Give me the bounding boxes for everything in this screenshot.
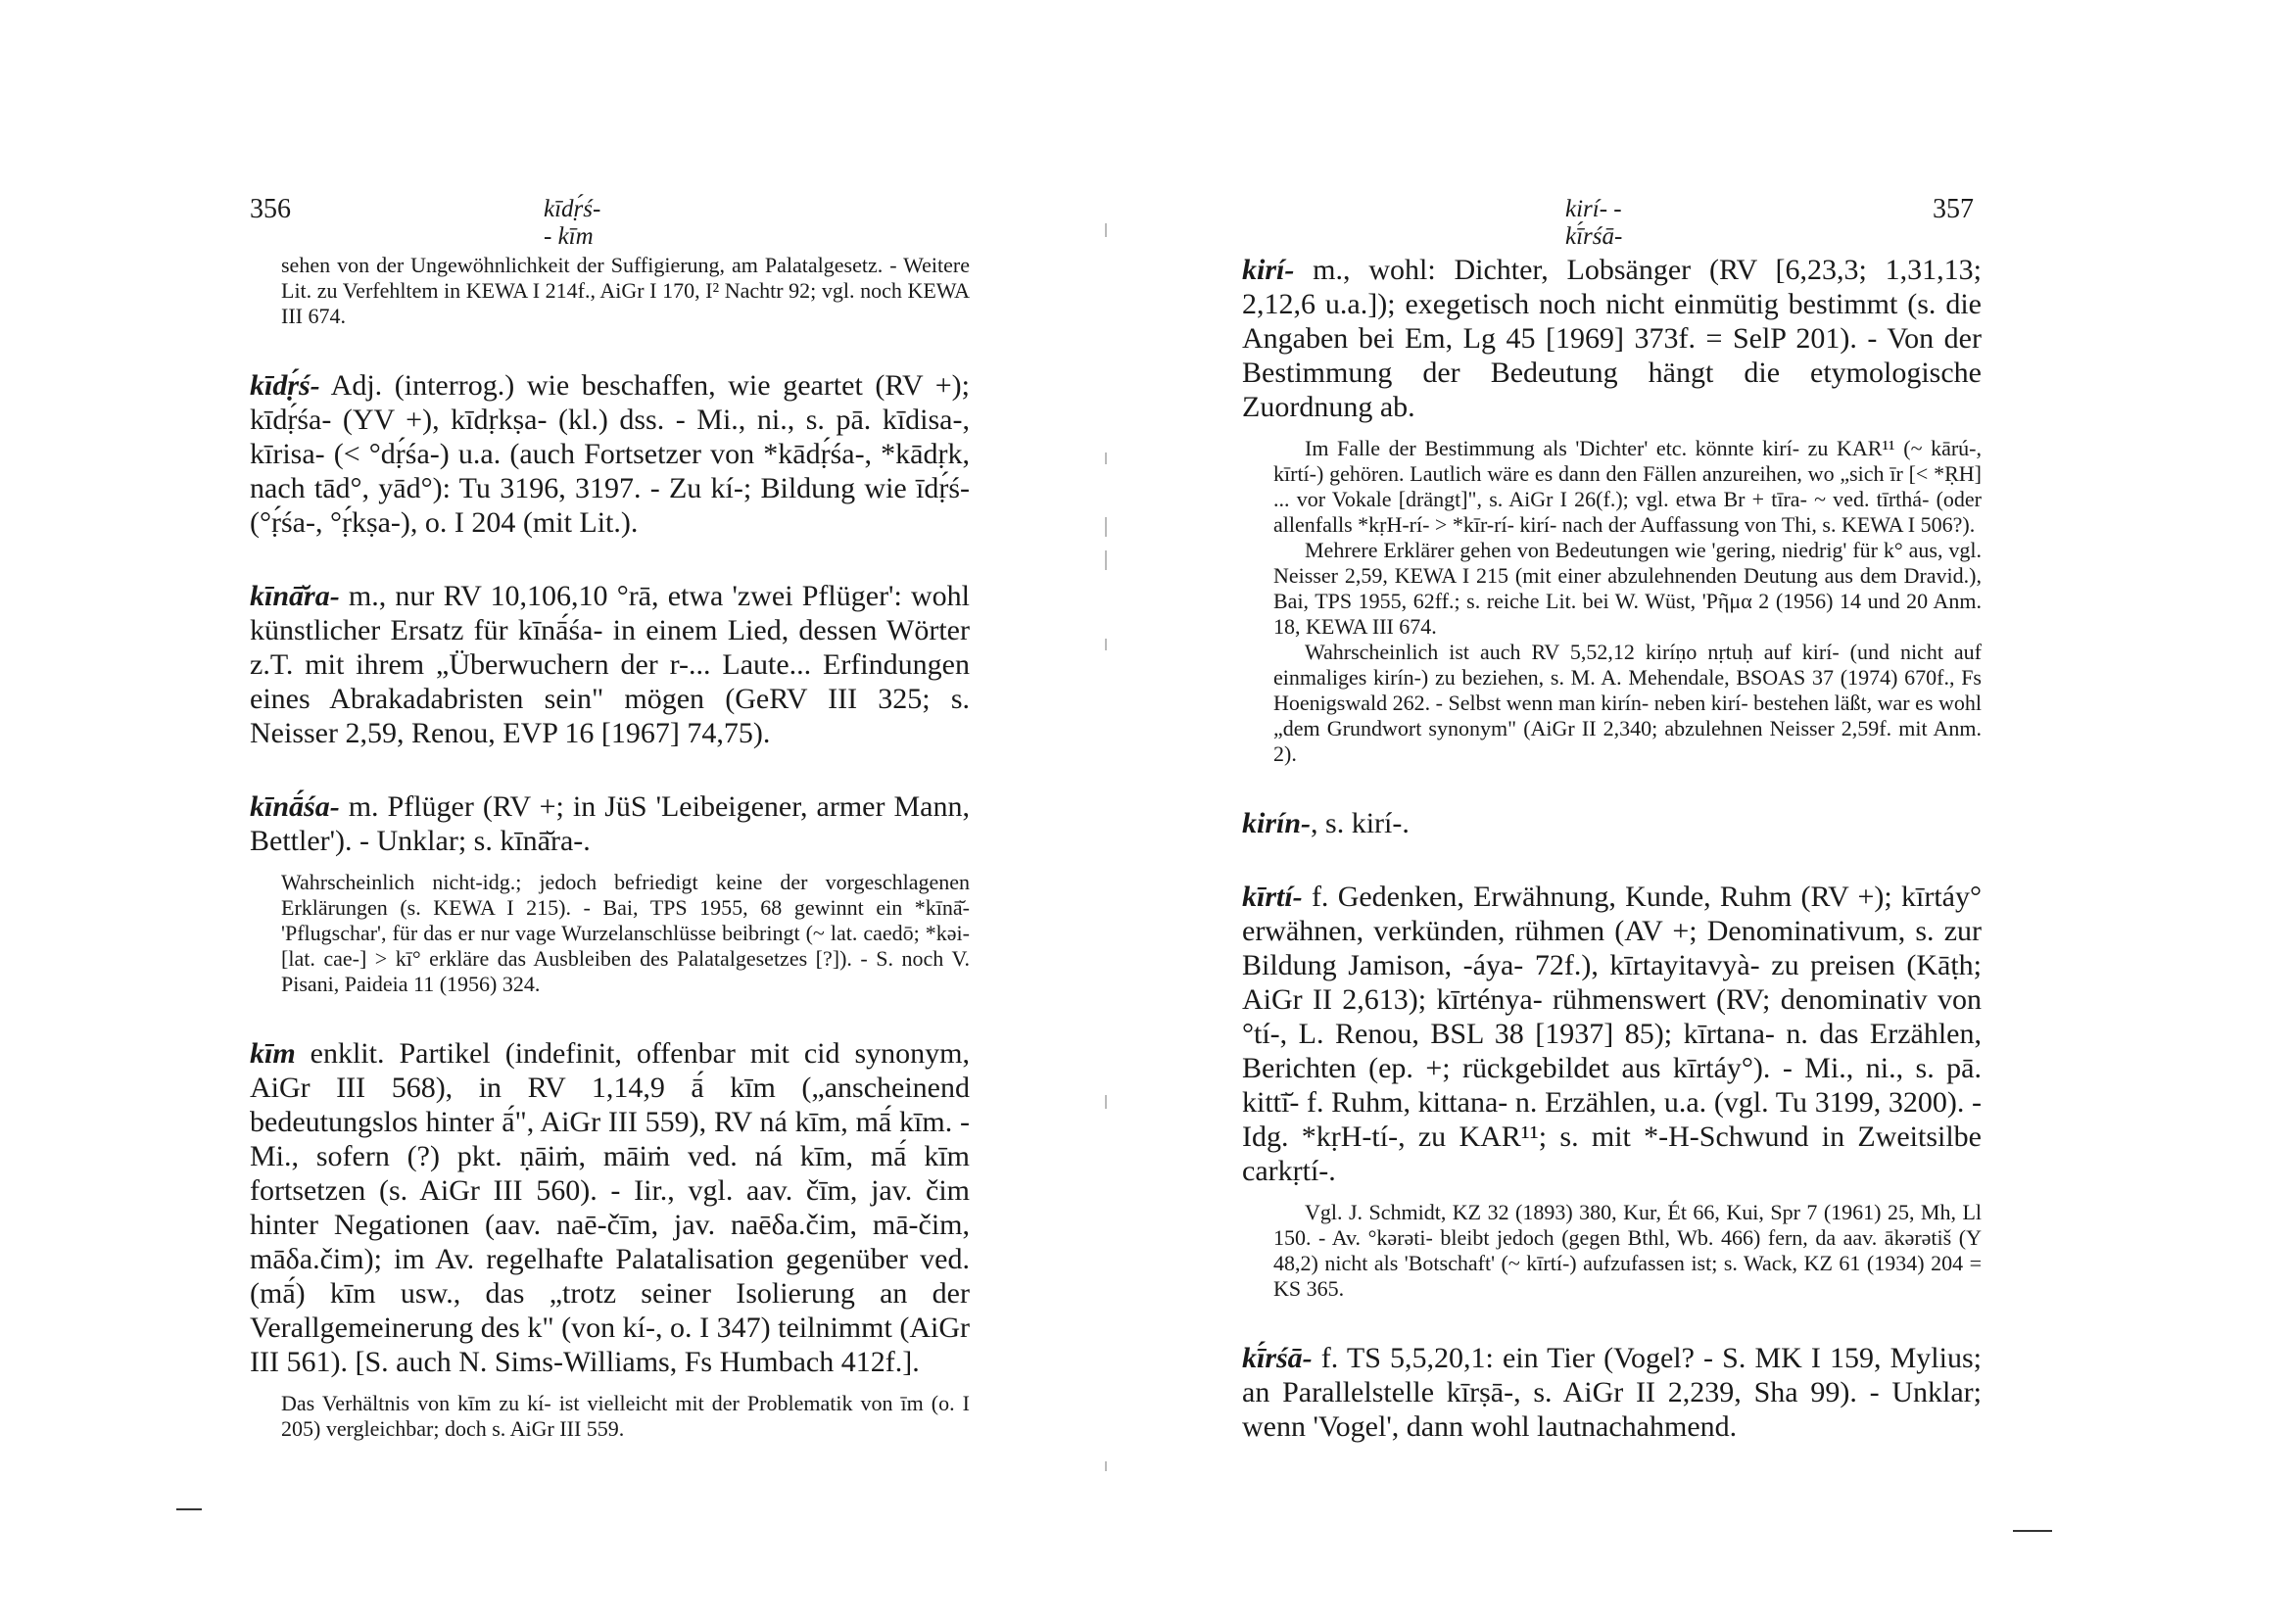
gutter	[1105, 0, 1108, 1622]
page-corner-mark	[176, 1508, 202, 1510]
entry-text: m., wohl: Dichter, Lobsänger (RV [6,23,3; 1,31,13; 2,12,6 u.a.]); exegetisch noch nicht einmütig bestimmt (s. die Angaben bei Em, Lg 45 [1969] 373f. = SelP 201). - Von der Bestimmung der Bedeutung hängt die etymologische Zuordnung ab.	[1242, 254, 1982, 423]
entry-lemma: kirín-	[1242, 807, 1312, 839]
entry-lemma: kīdṛ́ś-	[250, 369, 320, 402]
running-head: kirí- - kī́rśā-	[1565, 196, 1623, 250]
left-body	[250, 253, 970, 1442]
dictionary-entry	[1242, 1341, 1982, 1444]
dictionary-entry	[250, 789, 970, 858]
page-number: 357	[1933, 194, 1974, 224]
entry-lemma: kīm	[250, 1037, 296, 1070]
entry-lemma: kīrtí-	[1242, 881, 1303, 913]
entry-text: enklit. Partikel (indefinit, offenbar mit cid synonym, AiGr III 568), in RV 1,14,9 ā́ kīm („anscheinend bedeutungslos hinter ā́", AiGr III 559), RV ná kīm, mā́ kīm. - Mi., sofern (?) pkt. ṇāiṁ, māiṁ ved. ná kīm, mā́ kīm fortsetzen (s. AiGr III 560). - Iir., vgl. aav. čīm, jav. čim hinter Negationen (aav. naē-čīm, jav. naēδa.čim, mā-čim, māδa.čim); im Av. regelhafte Palatalisation gegenüber ved. (mā́) kīm usw., das „trotz seiner Isolierung an der Verallgemeinerung des k" (von kí-, o. I 347) teilnimmt (AiGr III 561). [S. auch N. Sims-Williams, Fs Humbach 412f.].	[250, 1037, 970, 1378]
page-number: 356	[250, 194, 291, 224]
entry-note: Wahrscheinlich nicht-idg.; jedoch befriedigt keine der vorgeschlagenen Erklärungen (s. KEWA I 215). - Bai, TPS 1955, 68 gewinnt ein *kīnā̆- 'Pflugschar', für das er nur vage Wurzelanschlüsse beibringt (~ lat. caedō; *kəi- [lat. cae-] > kī° erkläre das Ausbleiben des Palatalgesetzes [?]). - S. noch V. Pisani, Paideia 11 (1956) 324.	[281, 870, 970, 996]
entry-text: m., nur RV 10,106,10 °rā, etwa 'zwei Pflüger': wohl künstlicher Ersatz für kīnā́śa- in einem Lied, dessen Wörter z.T. mit ihrem „Überwuchern der r-... Laute... Erfindungen eines Abrakadabristen sein" mögen (GeRV III 325; s. Neisser 2,59, Renou, EVP 16 [1967] 74,75).	[250, 580, 970, 749]
entry-lemma: kīnā̆ra-	[250, 580, 340, 612]
dictionary-entry	[1242, 880, 1982, 1188]
dictionary-entry	[250, 579, 970, 750]
entry-lemma: kīnā́śa-	[250, 790, 340, 823]
right-body	[1242, 253, 1982, 1444]
dictionary-entry	[1242, 253, 1982, 424]
entry-note: Im Falle der Bestimmung als 'Dichter' etc. könnte kirí- zu KAR¹¹ (~ kārú-, kīrtí-) gehören. Lautlich wäre es dann den Fällen anzureihen, wo „sich īr [< *ṚH] ... vor Vokale [drängt]", s. AiGr I 26(f.); vgl. etwa Br + tīra- ~ ved. tīrthá- (oder allenfalls *kṛH-rí- > *kīr-rí- kirí- nach der Auffassung von Thi, s. KEWA I 506?). Mehrere Erklärer gehen von Bedeutungen wie 'gering, niedrig' für k° aus, vgl. Neisser 2,59, KEWA I 215 (mit einer abzulehnenden Deutung aus dem Dravid.), Bai, TPS 1955, 62ff.; s. reiche Lit. bei W. Wüst, 'Pῆμα 2 (1956) 14 und 20 Anm. 18, KEWA III 674. Wahrscheinlich ist auch RV 5,52,12 kiríṇo nṛtuḥ auf kirí- (und nicht auf einmaliges kirín-) zu beziehen, s. M. A. Mehendale, BSOAS 37 (1974) 670f., Fs Hoenigswald 262. - Selbst wenn man kirín- neben kirí- bestehen läßt, war es wohl „dem Grundwort synonym" (AiGr II 2,340; abzulehnen Neisser 2,59f. mit Anm. 2).	[1273, 436, 1982, 766]
entry-note: Vgl. J. Schmidt, KZ 32 (1893) 380, Kur, Ét 66, Kui, Spr 7 (1961) 25, Mh, Ll 150. - Av. °kərəti- bleibt jedoch (gegen Bthl, Wb. 466) fern, da aav. ākərətiš (Y 48,2) nicht als 'Botschaft' (~ kīrtí-) aufzufassen ist; s. Wack, KZ 61 (1934) 204 = KS 365.	[1273, 1200, 1982, 1301]
entry-text: f. TS 5,5,20,1: ein Tier (Vogel? - S. MK I 159, Mylius; an Parallelstelle kīrṣā-, s. AiGr II 2,239, Sha 99). - Unklar; wenn 'Vogel', dann wohl lautnachahmend.	[1242, 1342, 1982, 1443]
entry-lemma: kī́rśā-	[1242, 1342, 1313, 1374]
entry-text: f. Gedenken, Erwähnung, Kunde, Ruhm (RV +); kīrtáy° erwähnen, verkünden, rühmen (AV +; Denominativum, s. zur Bildung Jamison, -áya- 72f.), kīrtayitavyà- zu preisen (Kāṭh; AiGr II 2,613); kīrténya- rühmenswert (RV; denominativ von °tí-, L. Renou, BSL 38 [1937] 85); kīrtana- n. das Erzählen, Berichten (ep. +; rückgebildet aus kīrtáy°). - Mi., ni., s. pā. kittī̆- f. Ruhm, kittana- n. Erzählen, u.a. (vgl. Tu 3199, 3200). - Idg. *kṛH-tí-, zu KAR¹¹; s. mit *-H-Schwund in Zweitsilbe carkṛtí-.	[1242, 881, 1982, 1187]
entry-note: Das Verhältnis von kīm zu kí- ist vielleicht mit der Problematik von īm (o. I 205) vergleichbar; doch s. AiGr III 559.	[281, 1391, 970, 1441]
intro-note: sehen von der Ungewöhnlichkeit der Suffigierung, am Palatalgesetz. - Weitere Lit. zu Verfehltem in KEWA I 214f., AiGr I 170, I² Nachtr 92; vgl. noch KEWA III 674.	[281, 253, 970, 328]
dictionary-entry	[250, 368, 970, 540]
page-corner-mark	[2013, 1530, 2052, 1532]
entry-text: , s. kirí-.	[1311, 807, 1410, 839]
dictionary-entry	[1242, 806, 1982, 840]
dictionary-entry	[250, 1036, 970, 1379]
entry-lemma: kirí-	[1242, 254, 1295, 286]
running-head: kīdṛ́ś- - kīm	[544, 196, 601, 250]
entry-text: Adj. (interrog.) wie beschaffen, wie geartet (RV +); kīdṛ́śa- (YV +), kīdṛkṣa- (kl.) dss. - Mi., ni., s. pā. kīdisa-, kīrisa- (< °dṛ́śa-) u.a. (auch Fortsetzer von *kādṛ́śa-, *kādṛk, nach tād°, yād°): Tu 3196, 3197. - Zu kí-; Bildung wie īdṛ́ś- (°ṛ́śa-, °ṛ́kṣa-), o. I 204 (mit Lit.).	[250, 369, 970, 539]
entry-text: m. Pflüger (RV +; in JüS 'Leibeigener, armer Mann, Bettler'). - Unklar; s. kīnā̆ra-.	[250, 790, 970, 857]
